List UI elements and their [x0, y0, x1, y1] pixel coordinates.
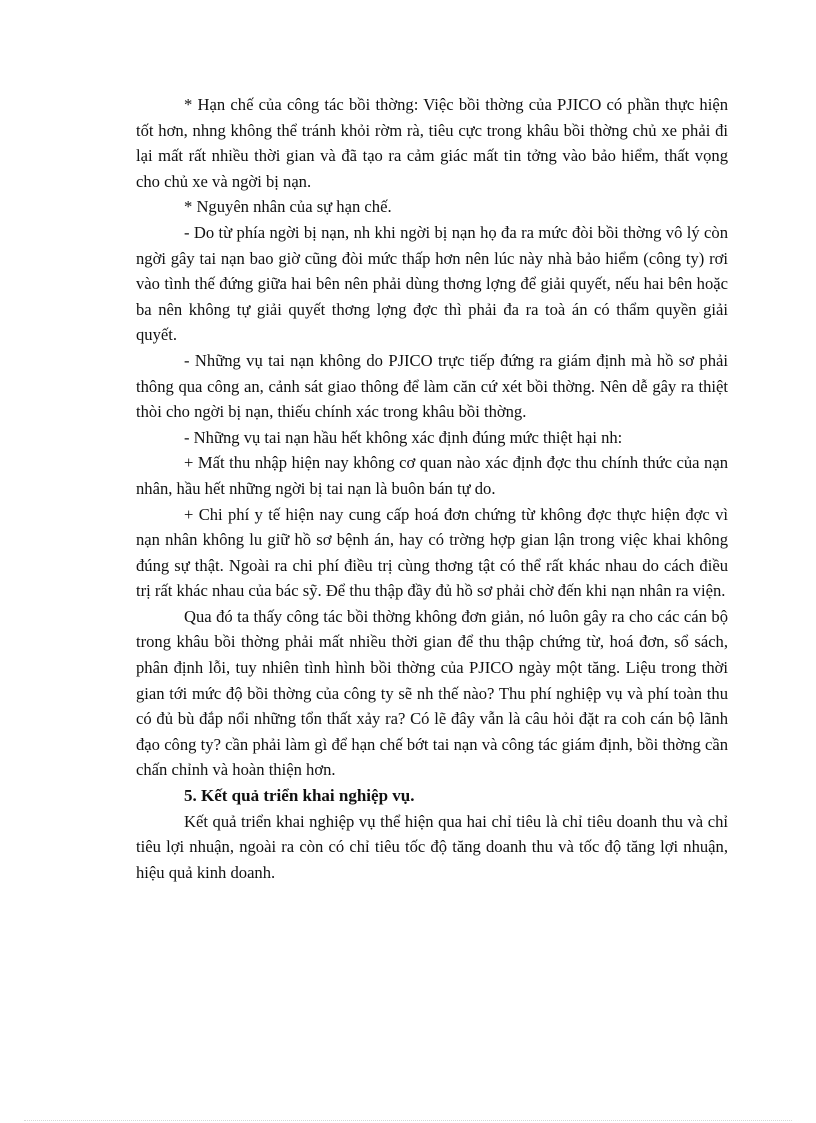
page-bottom-divider [24, 1120, 792, 1121]
paragraph-cause-damage: - Những vụ tai nạn hầu hết không xác định đúng mức thiệt hại nh: [184, 427, 623, 447]
paragraph-conclusion: Qua đó ta thấy công tác bồi thờng không đơn giản, nó luôn gây ra cho các cán bộ trong khâu bồi thờng phải mất nhiều thời gian để thu thập chứng từ, hoá đơn, sổ sách, phân định lỗi, tuy nhiên tình hình bồi thờng của PJICO ngày một tăng. Liệu trong thời gian tới mức độ bồi thờng của công ty sẽ nh thế nào? Thu phí nghiệp vụ và phí toàn thu có đủ bù đắp nổi những tổn thất xảy ra? Có lẽ đây vẫn là câu hỏi đặt ra coh cán bộ lãnh đạo công ty? cần phải làm gì để hạn chế bớt tai nạn và công tác giám định, bồi thờng cần chấn chỉnh và hoàn thiện hơn. [136, 606, 728, 780]
paragraph-cause-police: - Những vụ tai nạn không do PJICO trực tiếp đứng ra giám định mà hồ sơ phải thông qua công an, cảnh sát giao thông để làm căn cứ xét bồi thờng. Nên dễ gây ra thiệt thòi cho ngời bị nạn, thiếu chính xác trong khâu bồi thờng. [136, 350, 728, 422]
document-body [136, 92, 728, 885]
paragraph-results: Kết quả triển khai nghiệp vụ thể hiện qua hai chỉ tiêu là chỉ tiêu doanh thu và chỉ tiêu lợi nhuận, ngoài ra còn có chỉ tiêu tốc độ tăng doanh thu và tốc độ tăng lợi nhuận, hiệu quả kinh doanh. [136, 811, 728, 882]
paragraph-lost-income: + Mất thu nhập hiện nay không cơ quan nào xác định đợc thu chính thức của nạn nhân, hầu hết những ngời bị tai nạn là buôn bán tự do. [136, 453, 728, 498]
section-heading: 5. Kết quả triển khai nghiệp vụ. [184, 786, 415, 806]
paragraph-limitations: * Hạn chế của công tác bồi thờng: Việc bồi thờng của PJICO có phần thực hiện tốt hơn, nhng không thể tránh khỏi rờm rà, tiêu cực trong khâu bồi thờng chủ xe phải đi lại mất rất nhiều thời gian và đã tạo ra cảm giác mất tin tởng vào bảo hiểm, thất vọng cho chủ xe và ngời bị nạn. [136, 95, 728, 191]
paragraph-medical-costs: + Chi phí y tế hiện nay cung cấp hoá đơn chứng từ không đợc thực hiện đợc vì nạn nhân không lu giữ hồ sơ bệnh án, hay có trờng hợp gian lận trong việc khai không đúng sự thật. Ngoài ra chi phí điều trị cùng thơng tật có thể rất khác nhau do cách điều trị rất khác nhau của bác sỹ. Để thu thập đầy đủ hồ sơ phải chờ đến khi nạn nhân ra viện. [136, 504, 728, 601]
paragraph-causes-heading: * Nguyên nhân của sự hạn chế. [184, 197, 392, 217]
paragraph-cause-victim: - Do từ phía ngời bị nạn, nh khi ngời bị nạn họ đa ra mức đòi bồi thờng vô lý còn ngời gây tai nạn bao giờ cũng đòi mức thấp hơn nên lúc này nhà bảo hiểm (công ty) rơi vào tình thế đứng giữa hai bên nên phải dùng thơng lợng để giải quyết, nếu hai bên hoặc ba nên không tự giải quyết thơng lợng đợc thì phải đa ra toà án có thẩm quyền giải quyết. [136, 222, 728, 345]
